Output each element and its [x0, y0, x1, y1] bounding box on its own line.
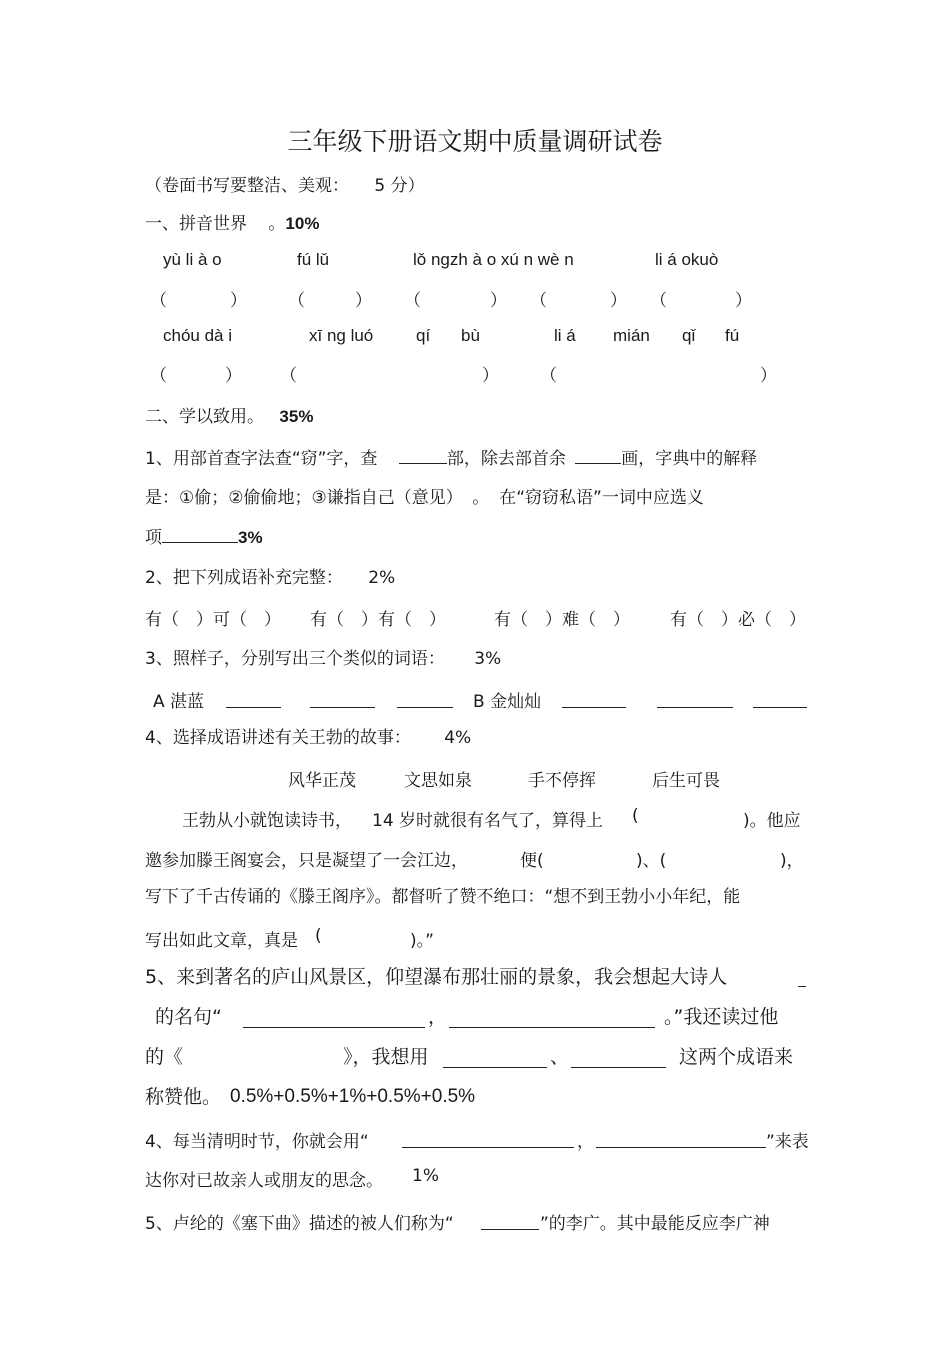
section-1-label: 一、拼音世界	[145, 214, 247, 234]
pinyin-item: qǐ	[682, 326, 696, 345]
q3-score: 3%	[474, 649, 502, 669]
pinyin-item: bù	[461, 326, 480, 345]
pinyin-item: chóu dà i	[163, 326, 232, 345]
q5-text: 这两个成语来	[679, 1046, 794, 1068]
story-text: 14 岁时就很有名气了，算得上	[372, 811, 604, 831]
q1-text: 。	[472, 488, 490, 508]
q4-options	[0, 766, 950, 792]
q5-text: 称赞他。	[145, 1086, 222, 1108]
idiom-item[interactable]: 有（ ）可（ ）	[145, 610, 281, 630]
neatness-text: （卷面书写要整洁、美观：	[145, 176, 349, 196]
section-1-dot: 。	[268, 214, 286, 234]
idiom-item[interactable]: 有（ ）有（ ）	[310, 610, 446, 630]
q3-blank[interactable]	[753, 691, 807, 708]
q3-b-label: B 金灿灿	[473, 692, 542, 712]
pinyin-item: li á	[554, 326, 576, 345]
section-1-heading	[145, 213, 319, 235]
section-1-score: 10%	[285, 214, 320, 233]
q5-line-4	[0, 1084, 950, 1110]
answer-open-paren[interactable]: （	[150, 291, 167, 311]
q5-text: 。”我还读过他	[664, 1006, 779, 1028]
story-answer-slot[interactable]: 便(	[520, 851, 544, 871]
q1-text: 部，除去部首余	[446, 449, 566, 469]
answer-close-paren: ）	[490, 291, 507, 311]
q3-blank[interactable]	[397, 691, 453, 708]
story-answer-slot[interactable]: (	[632, 806, 639, 826]
pinyin-item: lǒ ngzh à o xú n wè n	[413, 250, 574, 269]
answer-open-paren[interactable]: （	[650, 291, 667, 311]
q5-line-1	[0, 964, 950, 990]
q3-text: 3、照样子，分别写出三个类似的词语：	[145, 649, 445, 669]
q5-blank-idiom[interactable]	[443, 1047, 547, 1068]
q7-text: ”的李广。其中最能反应李广神	[540, 1214, 770, 1234]
pinyin-item: xī ng luó	[309, 326, 374, 345]
pinyin-item: fú lǔ	[297, 250, 330, 269]
section-2-label: 二、学以致用。	[145, 407, 264, 427]
answer-open-paren[interactable]: （	[150, 366, 167, 386]
q1-text: 是：①偷；②偷偷地；③谦指自己（意见）	[145, 488, 455, 508]
answer-close-paren: ）	[230, 291, 247, 311]
q1-text: 1、用部首查字法查“窃”字，查	[145, 449, 378, 469]
story-text: )。他应	[743, 811, 801, 831]
q4-story-line-4	[0, 926, 950, 952]
q1-text: 画，字典中的解释	[621, 449, 758, 469]
q4-story-line-2	[0, 846, 950, 872]
q5-text: 的名句“	[155, 1006, 222, 1028]
story-text: 邀参加滕王阁宴会，只是凝望了一会江边，	[145, 851, 468, 871]
q5-blank-verse[interactable]	[243, 1007, 425, 1028]
idiom-item[interactable]: 有（ ）难（ ）	[494, 610, 630, 630]
pinyin-item: yù li à o	[163, 250, 222, 269]
section-2-heading	[145, 406, 313, 428]
story-text: )，	[780, 851, 804, 871]
q4-story-line-1	[0, 806, 950, 832]
pinyin-item: li á okuò	[655, 250, 719, 269]
answer-close-paren: ）	[760, 366, 777, 386]
q3-heading	[145, 648, 501, 670]
q5-text: ，	[428, 1006, 448, 1028]
q6-blank-verse[interactable]	[596, 1131, 766, 1148]
q5-blank-idiom[interactable]	[571, 1047, 666, 1068]
q1-blank-strokes[interactable]	[575, 447, 621, 464]
q6-line-2	[0, 1166, 950, 1192]
q6-line-1	[0, 1127, 950, 1153]
answer-close-paren: ）	[735, 291, 752, 311]
idiom-option: 风华正茂	[288, 771, 356, 791]
section-2-score: 35%	[279, 407, 314, 426]
answer-parens-row-1	[0, 286, 950, 310]
answer-parens-row-2	[0, 361, 950, 385]
q5-score: 0.5%+0.5%+1%+0.5%+0.5%	[230, 1086, 476, 1107]
answer-close-paren: ）	[482, 366, 499, 386]
q5-line-3	[0, 1044, 950, 1070]
q3-blank[interactable]	[562, 691, 626, 708]
answer-open-paren[interactable]: （	[288, 291, 305, 311]
pinyin-row-2	[0, 326, 950, 350]
q3-a-label: A 湛蓝	[153, 692, 205, 712]
q7-text: 5、卢纶的《塞下曲》描述的被人们称为“	[145, 1214, 454, 1234]
answer-close-paren: ）	[610, 291, 627, 311]
q6-text: 4、每当清明时节，你就会用“	[145, 1132, 369, 1152]
q5-text: 的《	[145, 1046, 184, 1068]
pinyin-row-1	[0, 250, 950, 274]
q7-blank-nickname[interactable]	[481, 1213, 539, 1230]
q5-text: 》，我想用	[343, 1046, 429, 1068]
story-text: 王勃从小就饱读诗书，	[182, 811, 352, 831]
q6-text: 达你对已故亲人或朋友的思念。	[145, 1171, 383, 1191]
q2-idioms	[0, 605, 950, 631]
q5-text: 5、来到著名的庐山风景区，仰望瀑布那壮丽的景象，我会想起大诗人	[145, 966, 728, 988]
page-title: 三年级下册语文期中质量调研试卷	[287, 127, 663, 156]
idiom-option: 手不停挥	[528, 771, 596, 791]
story-answer-slot[interactable]: (	[315, 926, 322, 946]
pinyin-item: mián	[613, 326, 650, 345]
story-answer-slot[interactable]: )、(	[636, 851, 667, 871]
q1-line-3	[145, 526, 263, 549]
pinyin-item: fú	[725, 326, 740, 345]
answer-open-paren[interactable]: （	[530, 291, 547, 311]
q1-line-2	[145, 487, 704, 509]
q1-blank-meaning[interactable]	[162, 526, 238, 543]
idiom-option: 后生可畏	[652, 771, 720, 791]
idiom-option: 文思如泉	[404, 771, 472, 791]
q3-blank[interactable]	[226, 691, 281, 708]
q5-text: 、	[550, 1046, 570, 1068]
q1-text: 在“窃窃私语”一词中应选义	[499, 488, 704, 508]
answer-open-paren[interactable]: （	[404, 291, 421, 311]
q3-blank[interactable]	[657, 691, 733, 708]
q1-blank-radical[interactable]	[399, 447, 447, 464]
q2-score: 2%	[368, 568, 396, 588]
neatness-score: 5 分）	[374, 176, 425, 196]
q2-text: 2、把下列成语补充完整：	[145, 568, 343, 588]
q7-line-1	[0, 1209, 950, 1235]
q4-heading	[145, 727, 471, 749]
q6-score: 1%	[412, 1166, 439, 1186]
q5-blank-verse[interactable]	[449, 1007, 655, 1028]
q3-blank[interactable]	[310, 691, 375, 708]
q4-story-line-3: 写下了千古传诵的《滕王阁序》。都督听了赞不绝口：“想不到王勃小小年纪，能	[145, 887, 741, 907]
neatness-note	[145, 175, 425, 197]
story-text: )。”	[410, 931, 434, 951]
q6-text: ，	[577, 1132, 594, 1152]
answer-close-paren: ）	[225, 366, 242, 386]
answer-open-paren[interactable]: （	[280, 366, 297, 386]
q6-blank-verse[interactable]	[402, 1131, 574, 1148]
story-text: 写出如此文章，真是	[145, 931, 298, 951]
q1-text: 项	[145, 528, 162, 548]
pinyin-item: qí	[416, 326, 431, 345]
q2-heading	[145, 567, 395, 589]
q1-score: 3%	[238, 528, 263, 547]
q5-line-2	[0, 1004, 950, 1030]
answer-close-paren: ）	[355, 291, 372, 311]
answer-open-paren[interactable]: （	[540, 366, 557, 386]
q1-line-1	[145, 447, 757, 470]
q3-words	[0, 687, 950, 713]
q6-text: ”来表	[766, 1132, 809, 1152]
idiom-item[interactable]: 有（ ）必（ ）	[670, 610, 806, 630]
q5-blank-poet[interactable]	[798, 968, 806, 987]
q4-score: 4%	[444, 728, 472, 748]
q4-text: 4、选择成语讲述有关王勃的故事：	[145, 728, 411, 748]
